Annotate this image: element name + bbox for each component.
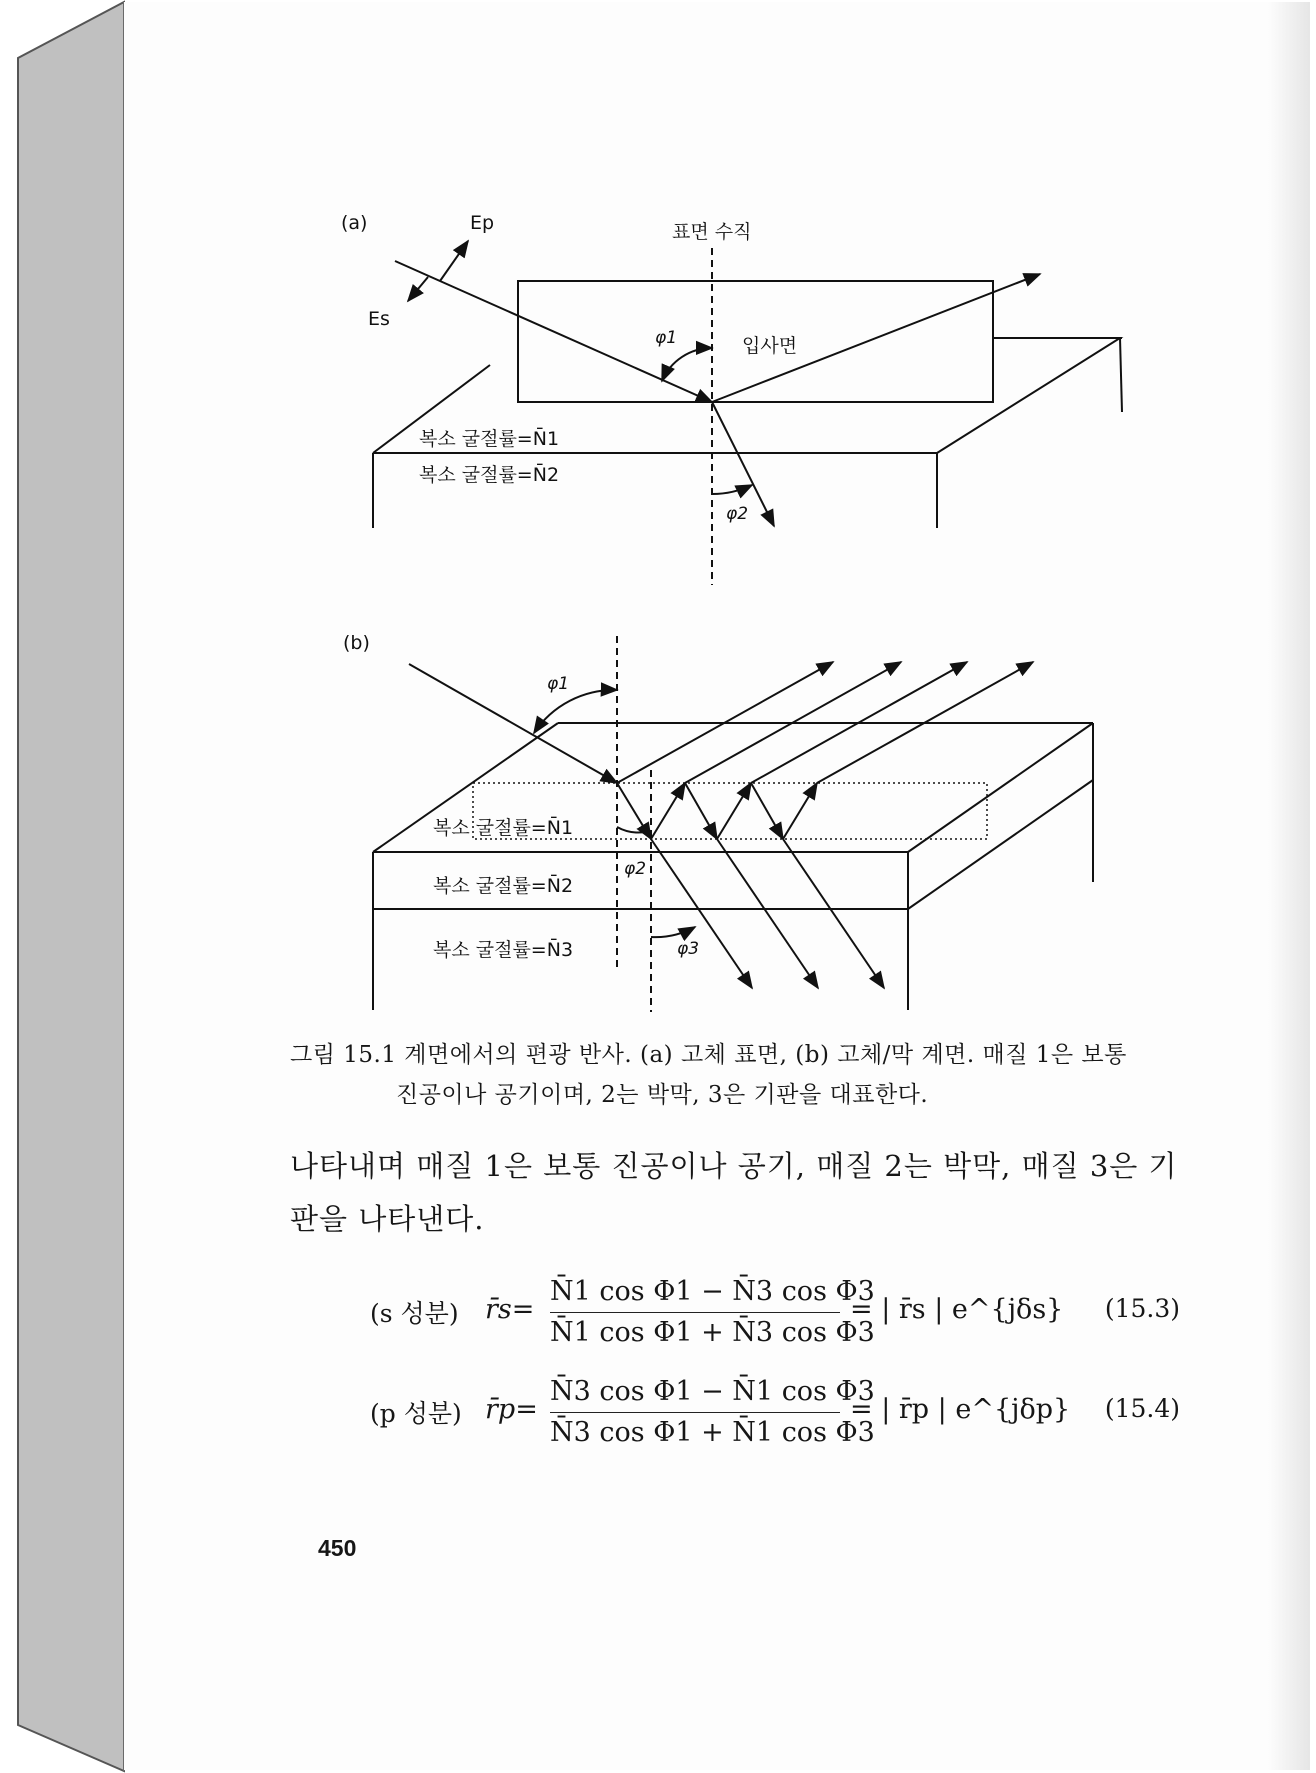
- n2-label-b: 복소 굴절률=N̄2: [433, 875, 574, 897]
- equation-fraction: [550, 1272, 875, 1353]
- figure-caption: [290, 1035, 1180, 1115]
- phi2-arc-b: [617, 827, 645, 833]
- equation-lhs: r̄p=: [485, 1394, 538, 1425]
- phi1-label-b: φ1: [547, 674, 570, 694]
- equation-15-4: [370, 1372, 1190, 1448]
- transmitted-ray-2-b: [717, 839, 818, 988]
- body-line-2: 판을 나타낸다.: [290, 1202, 485, 1236]
- n2-label-a: 복소 굴절률=N̄2: [419, 464, 560, 486]
- panel-label-a: (a): [341, 212, 368, 234]
- ep-vector: [440, 241, 468, 281]
- equation-number: (15.4): [1104, 1394, 1180, 1423]
- equation-15-3: [370, 1272, 1190, 1348]
- phi3-label-b: φ3: [677, 939, 700, 959]
- n1-label-b: 복소 굴절률=N̄1: [433, 817, 574, 839]
- ep-label: Ep: [470, 212, 495, 234]
- equation-number: (15.3): [1104, 1294, 1180, 1323]
- plane-label: 입사면: [742, 335, 798, 357]
- page-number: 450: [318, 1535, 357, 1561]
- body-line-1: 나타내며 매질 1은 보통 진공이나 공기, 매질 2는 박막, 매질 3은 기: [290, 1149, 1178, 1183]
- es-vector: [408, 277, 428, 301]
- phi2-label-b: φ2: [624, 859, 647, 879]
- phi2-arc-a: [712, 485, 752, 494]
- normal-label: 표면 수직: [672, 221, 752, 243]
- equation-fraction: [550, 1372, 875, 1453]
- n1-label-a: 복소 굴절률=N̄1: [419, 428, 560, 450]
- phi3-arc-b: [651, 927, 695, 937]
- caption-line-2: 진공이나 공기이며, 2는 박막, 3은 기판을 대표한다.: [396, 1082, 929, 1108]
- phi2-label-a: φ2: [726, 504, 749, 524]
- figure-a: [373, 241, 1122, 585]
- equation-rhs: = | r̄p | e^{jδp}: [850, 1394, 1071, 1425]
- body-paragraph: [290, 1140, 1180, 1246]
- equation-label: (s 성분): [370, 1299, 459, 1328]
- phi1-label-a: φ1: [655, 328, 678, 348]
- n3-label-b: 복소 굴절률=N̄3: [433, 939, 574, 961]
- panel-label-b: (b): [343, 632, 370, 654]
- equation-rhs: = | r̄s | e^{jδs}: [850, 1294, 1064, 1325]
- equation-numerator: N̄3 cos Φ1 − N̄1 cos Φ3: [550, 1372, 840, 1413]
- equation-lhs: r̄s=: [485, 1294, 535, 1325]
- equation-denominator: N̄3 cos Φ1 + N̄1 cos Φ3: [550, 1417, 875, 1448]
- es-label: Es: [368, 308, 390, 330]
- transmitted-ray-1-b: [651, 839, 752, 988]
- caption-line-1: 그림 15.1 계면에서의 편광 반사. (a) 고체 표면, (b) 고체/막 계면. 매질 1은 보통: [290, 1042, 1127, 1068]
- transmitted-ray-3-b: [783, 839, 884, 988]
- equation-denominator: N̄1 cos Φ1 + N̄3 cos Φ3: [550, 1317, 875, 1348]
- equation-numerator: N̄1 cos Φ1 − N̄3 cos Φ3: [550, 1272, 840, 1313]
- equation-label: (p 성분): [370, 1399, 462, 1428]
- phi1-arc-b: [534, 690, 617, 733]
